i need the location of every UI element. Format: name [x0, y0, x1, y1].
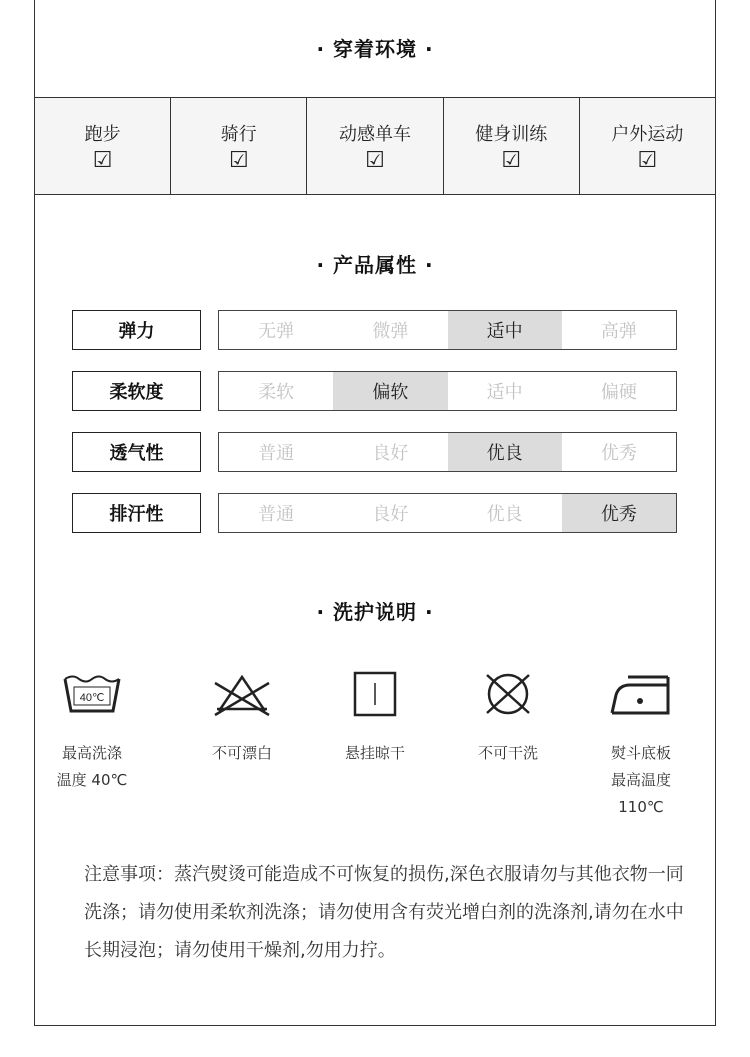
care-text-line: 最高温度 [610, 771, 671, 789]
env-label: 骑行 [220, 124, 257, 145]
attr-option: 优秀 [600, 443, 637, 464]
attr-option: 柔软 [258, 382, 295, 403]
care-text-line: 温度 40℃ [56, 771, 128, 789]
checkbox-checked-icon: ☑ [365, 148, 385, 173]
care-item-dry-clean [443, 668, 573, 767]
env-label: 户外运动 [611, 124, 684, 145]
attr-option: 优良 [486, 504, 523, 525]
care-text-line: 不可干洗 [477, 744, 538, 762]
attr-options [218, 432, 677, 472]
env-label: 跑步 [84, 124, 121, 145]
attr-row-sweat-wicking [72, 493, 677, 533]
env-label: 健身训练 [475, 124, 548, 145]
no-dry-clean-icon [443, 668, 573, 720]
checkbox-checked-icon: ☑ [92, 148, 113, 173]
attr-option: 普通 [258, 504, 295, 525]
care-text-line: 110℃ [618, 798, 664, 816]
attr-row-breathability [72, 432, 677, 472]
spec-frame [34, 0, 716, 1026]
wear-env-row [35, 97, 715, 195]
env-label: 动感单车 [339, 124, 411, 145]
attr-option: 优良 [448, 433, 562, 471]
checkbox-checked-icon: ☑ [637, 148, 658, 173]
attr-option: 良好 [372, 504, 409, 525]
care-text-line: 熨斗底板 [610, 744, 671, 762]
wash-temp-label: 40℃ [79, 692, 105, 704]
env-cell-spinning [307, 98, 443, 194]
care-text-line: 不可漂白 [211, 744, 272, 762]
attr-option: 优秀 [562, 494, 676, 532]
care-text-line: 最高洗涤 [61, 744, 122, 762]
attr-options [218, 310, 677, 350]
care-item-bleach [177, 668, 307, 767]
attr-row-softness [72, 371, 677, 411]
care-title: · 洗护说明 · [316, 600, 434, 624]
attr-row-elasticity [72, 310, 677, 350]
care-item-wash [27, 668, 157, 794]
care-item-iron [576, 668, 706, 821]
attr-option: 适中 [448, 311, 562, 349]
env-cell-outdoor [580, 98, 715, 194]
attr-option: 适中 [486, 382, 523, 403]
attr-option: 普通 [258, 443, 295, 464]
checkbox-checked-icon: ☑ [228, 148, 249, 173]
care-notes: 注意事项：蒸汽熨烫可能造成不可恢复的损伤,深色衣服请勿与其他衣物一同洗涤；请勿使用柔软剂洗涤；请勿使用含有荧光增白剂的洗涤剂,请勿在水中长期浸泡；请勿使用干燥剂,勿用力拧。 [84, 864, 684, 961]
attr-option: 高弹 [600, 321, 637, 342]
care-item-hang-dry [310, 668, 440, 767]
no-bleach-icon [177, 668, 307, 720]
attr-label: 排汗性 [72, 493, 201, 533]
checkbox-checked-icon: ☑ [501, 148, 522, 173]
attr-label: 弹力 [72, 310, 201, 350]
wear-env-title: · 穿着环境 · [316, 37, 434, 61]
env-cell-fitness [444, 98, 580, 194]
env-cell-cycling [171, 98, 307, 194]
attr-option: 偏软 [333, 372, 447, 410]
env-cell-running [35, 98, 171, 194]
attributes-title: · 产品属性 · [316, 253, 434, 277]
attr-option: 良好 [372, 443, 409, 464]
attr-option: 无弹 [258, 321, 295, 342]
wash-40-icon [27, 668, 157, 720]
attr-options [218, 493, 677, 533]
attr-option: 微弹 [372, 321, 409, 342]
attr-option: 偏硬 [600, 382, 637, 403]
care-text-line: 悬挂晾干 [344, 744, 405, 762]
iron-icon [576, 668, 706, 720]
attr-options [218, 371, 677, 411]
attr-label: 柔软度 [72, 371, 201, 411]
attr-label: 透气性 [72, 432, 201, 472]
hang-dry-icon [310, 668, 440, 720]
